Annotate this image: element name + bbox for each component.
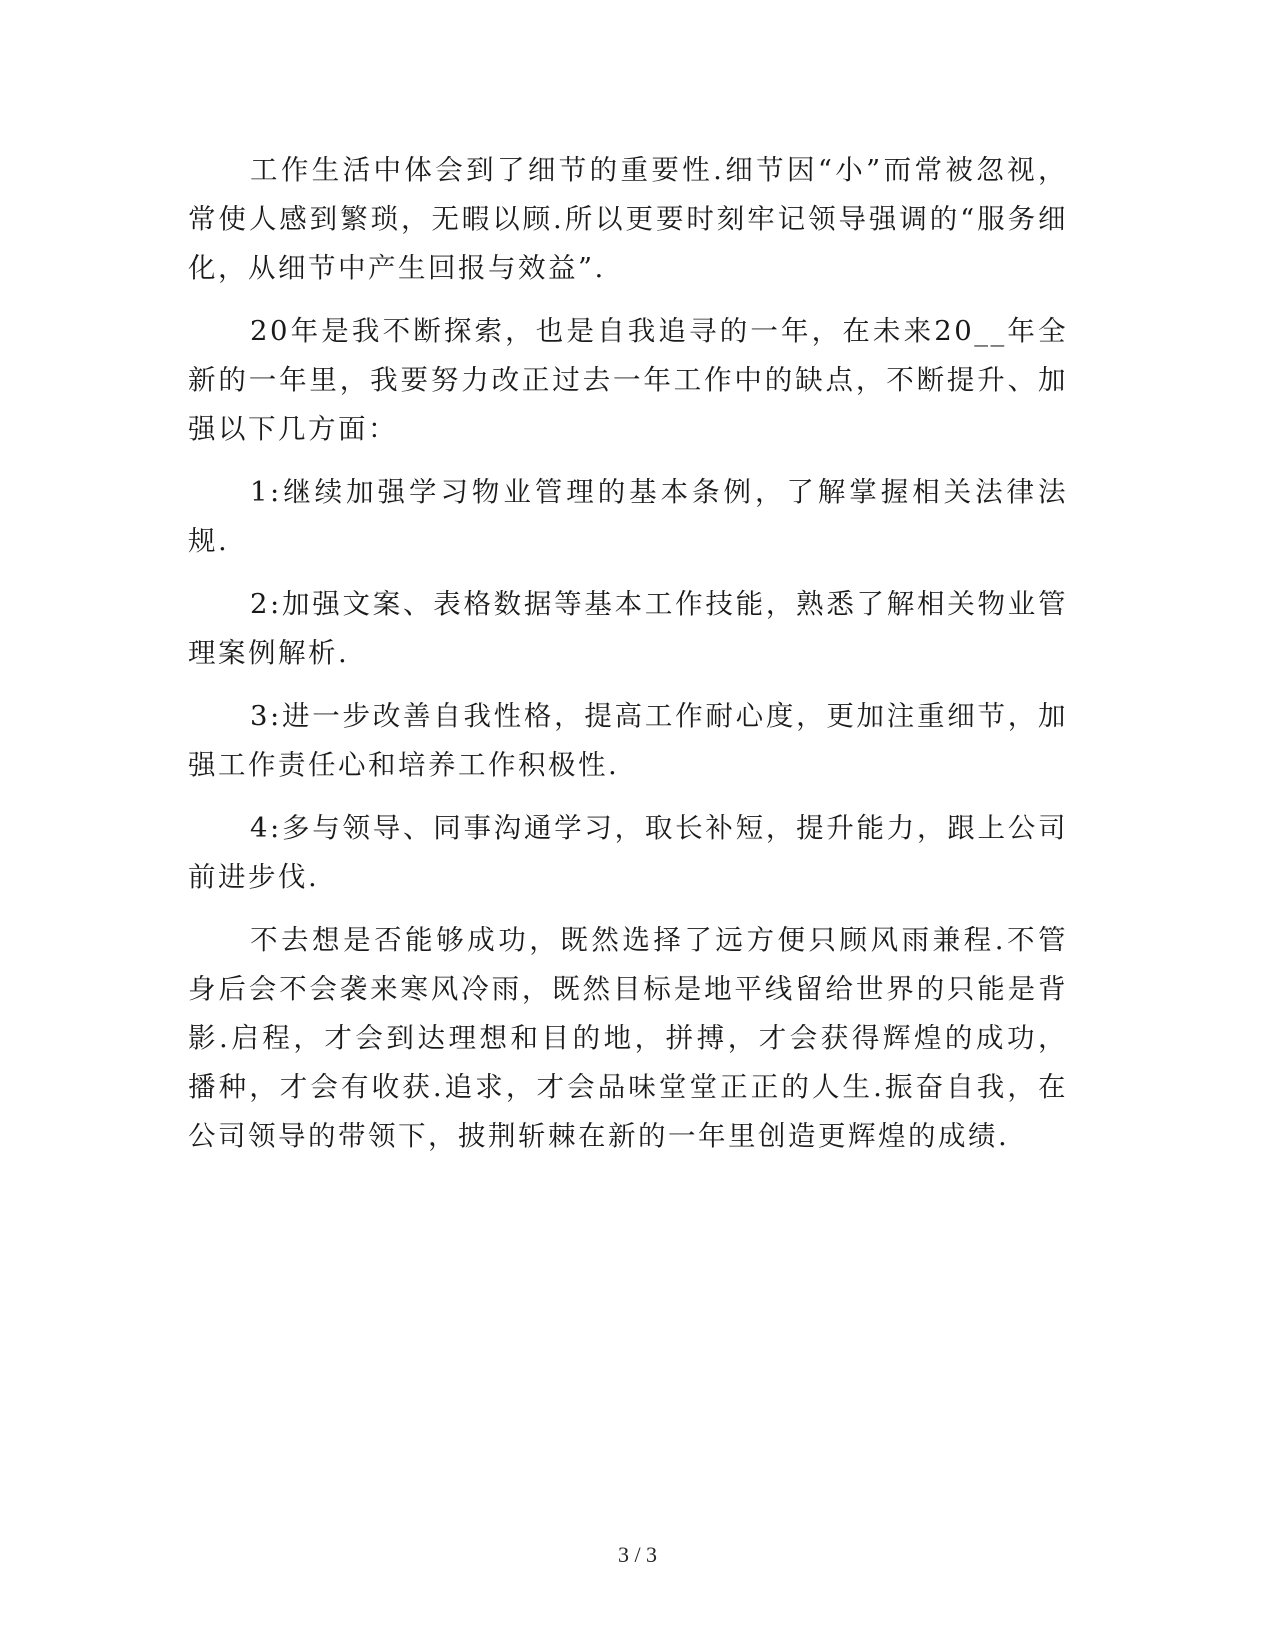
- paragraph-year-review: 20年是我不断探索，也是自我追寻的一年，在未来20__年全新的一年里，我要努力改正过去一年工作中的缺点，不断提升、加强以下几方面：: [188, 315, 1068, 445]
- list-item-3: 3:进一步改善自我性格，提高工作耐心度，更加注重细节，加强工作责任心和培养工作积极性.: [188, 700, 1068, 781]
- list-item-1: 1:继续加强学习物业管理的基本条例，了解掌握相关法律法规.: [188, 476, 1068, 557]
- list-item-2: 2:加强文案、表格数据等基本工作技能，熟悉了解相关物业管理案例解析.: [188, 588, 1068, 669]
- document-body: [188, 146, 1068, 1175]
- paragraph-detail-importance: 工作生活中体会到了细节的重要性.细节因“小”而常被忽视，常使人感到繁琐，无暇以顾.所以更要时刻牢记领导强调的“服务细化，从细节中产生回报与效益”.: [188, 154, 1068, 284]
- paragraph-closing: 不去想是否能够成功，既然选择了远方便只顾风雨兼程.不管身后会不会袭来寒风冷雨，既然目标是地平线留给世界的只能是背影.启程，才会到达理想和目的地，拼搏，才会获得辉煌的成功，播种，才会有收获.追求，才会品味堂堂正正的人生.振奋自我，在公司领导的带领下，披荆斩棘在新的一年里创造更辉煌的成绩.: [188, 924, 1068, 1152]
- list-item-4: 4:多与领导、同事沟通学习，取长补短，提升能力，跟上公司前进步伐.: [188, 812, 1068, 893]
- page-number: 3 / 3: [617, 1542, 658, 1567]
